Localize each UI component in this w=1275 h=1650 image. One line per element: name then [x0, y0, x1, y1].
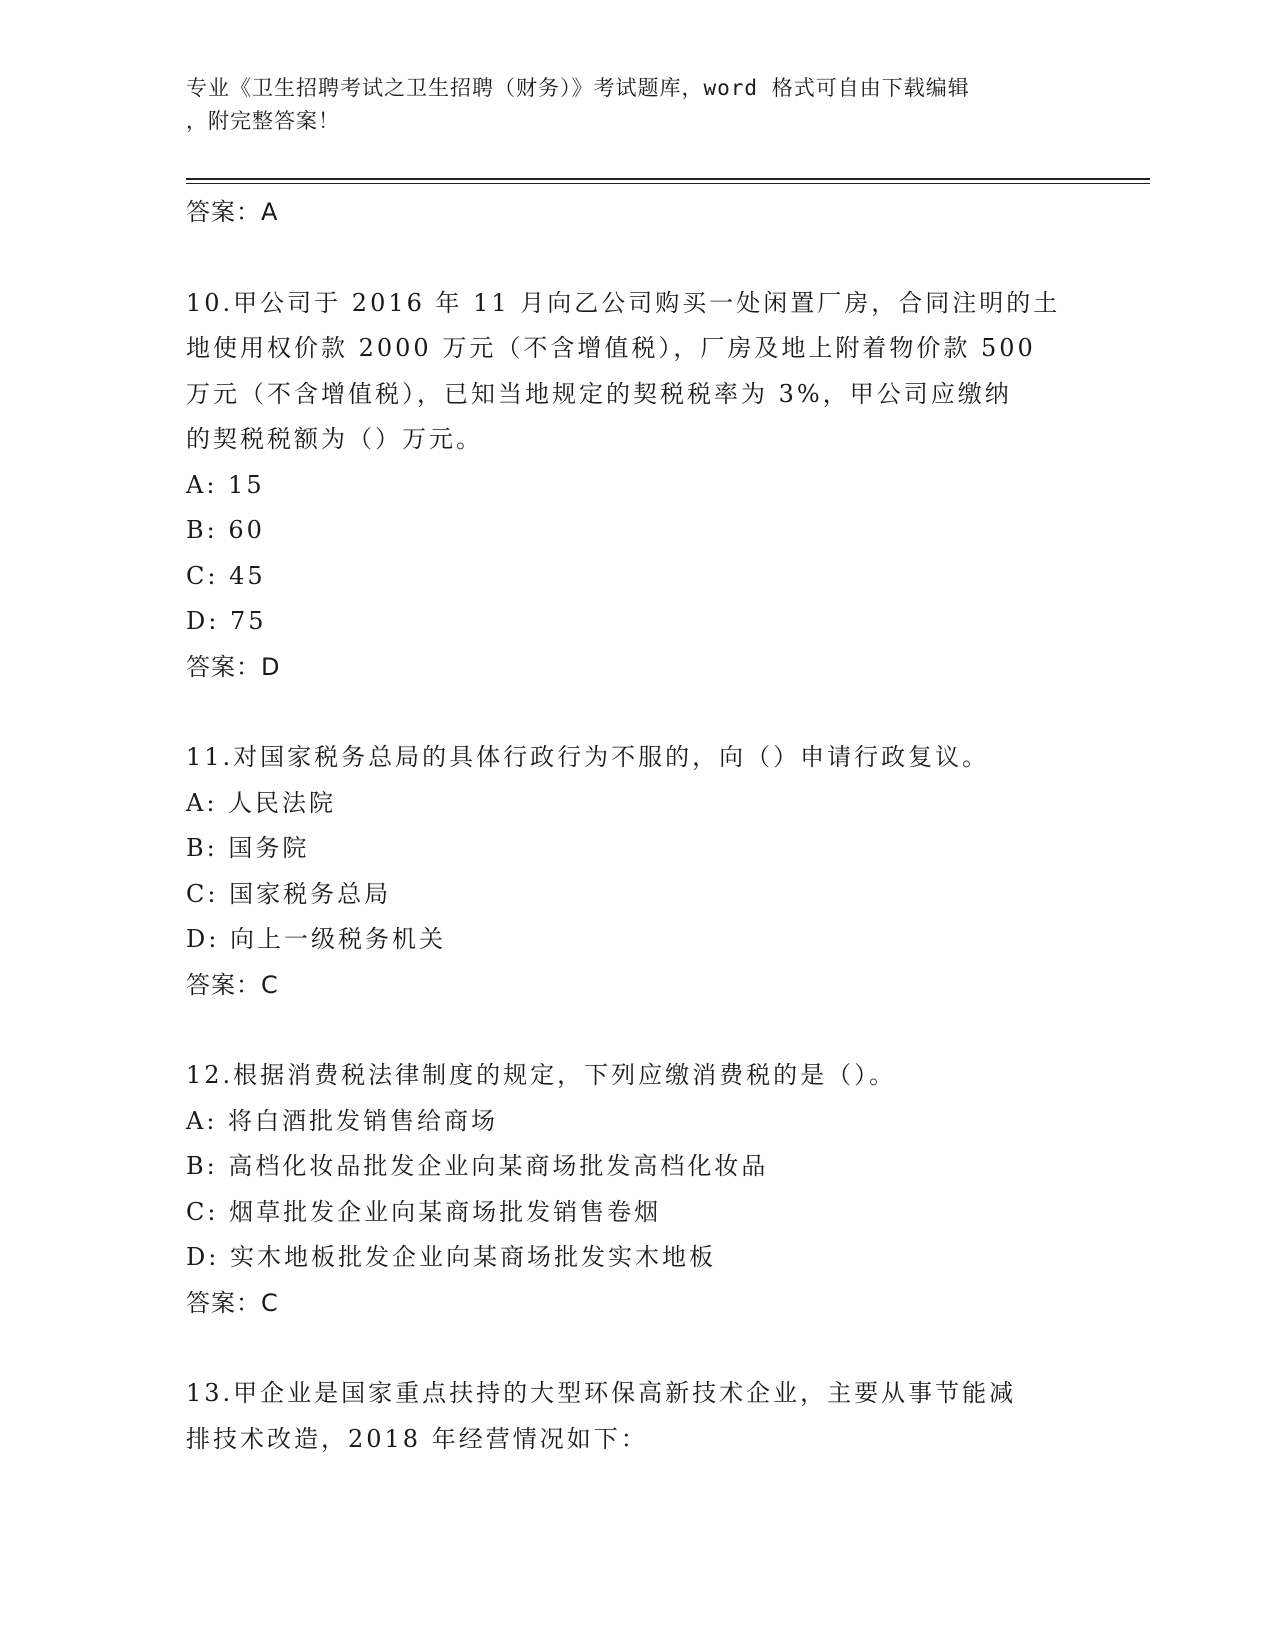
question-stem-line: 13.甲企业是国家重点扶持的大型环保高新技术企业，主要从事节能减 — [186, 1379, 1017, 1407]
spacer — [186, 1326, 1086, 1371]
option-a: A: 15 — [186, 470, 265, 499]
question-stem-line: 的契税税额为（）万元。 — [186, 425, 483, 453]
option-d: D: 向上一级税务机关 — [186, 925, 446, 953]
option-a: A: 将白酒批发销售给商场 — [186, 1106, 499, 1135]
question-list — [186, 190, 1086, 1462]
question-12 — [186, 1053, 1086, 1326]
option-c: C: 国家税务总局 — [186, 879, 392, 908]
option-b: B: 高档化妆品批发企业向某商场批发高档化妆品 — [186, 1152, 769, 1180]
page-header — [186, 72, 1066, 138]
question-stem-line: 地使用权价款 2000 万元（不含增值税），厂房及地上附着物价款 500 — [186, 334, 1036, 362]
question-13 — [186, 1371, 1086, 1462]
question-stem-line: 万元（不含增值税），已知当地规定的契税税率为 3%，甲公司应缴纳 — [186, 379, 1012, 408]
option-b: B: 国务院 — [186, 834, 310, 862]
answer: 答案：D — [186, 652, 281, 681]
question-stem-line: 12.根据消费税法律制度的规定，下列应缴消费税的是（）。 — [186, 1061, 897, 1089]
spacer — [186, 236, 1086, 281]
question-stem-line: 10.甲公司于 2016 年 11 月向乙公司购买一处闲置厂房，合同注明的土 — [186, 288, 1061, 317]
option-d: D: 实木地板批发企业向某商场批发实木地板 — [186, 1243, 716, 1271]
header-divider — [186, 178, 1150, 184]
option-c: C: 45 — [186, 561, 266, 590]
answer: 答案：C — [186, 1288, 279, 1317]
option-c: C: 烟草批发企业向某商场批发销售卷烟 — [186, 1197, 662, 1226]
header-line-2: ，附完整答案！ — [186, 109, 340, 133]
header-line-1: 专业《卫生招聘考试之卫生招聘（财务）》考试题库，word 格式可自由下载编辑 — [186, 76, 970, 100]
question-11 — [186, 735, 1086, 1008]
option-d: D: 75 — [186, 607, 267, 635]
previous-answer: 答案：A — [186, 198, 279, 226]
answer: 答案：C — [186, 970, 279, 999]
spacer — [186, 1008, 1086, 1053]
option-b: B: 60 — [186, 516, 265, 544]
question-stem-line: 11.对国家税务总局的具体行政行为不服的，向（）申请行政复议。 — [186, 743, 990, 771]
option-a: A: 人民法院 — [186, 788, 337, 817]
question-stem-line: 排技术改造，2018 年经营情况如下： — [186, 1424, 648, 1453]
question-10 — [186, 281, 1086, 691]
spacer — [186, 690, 1086, 735]
